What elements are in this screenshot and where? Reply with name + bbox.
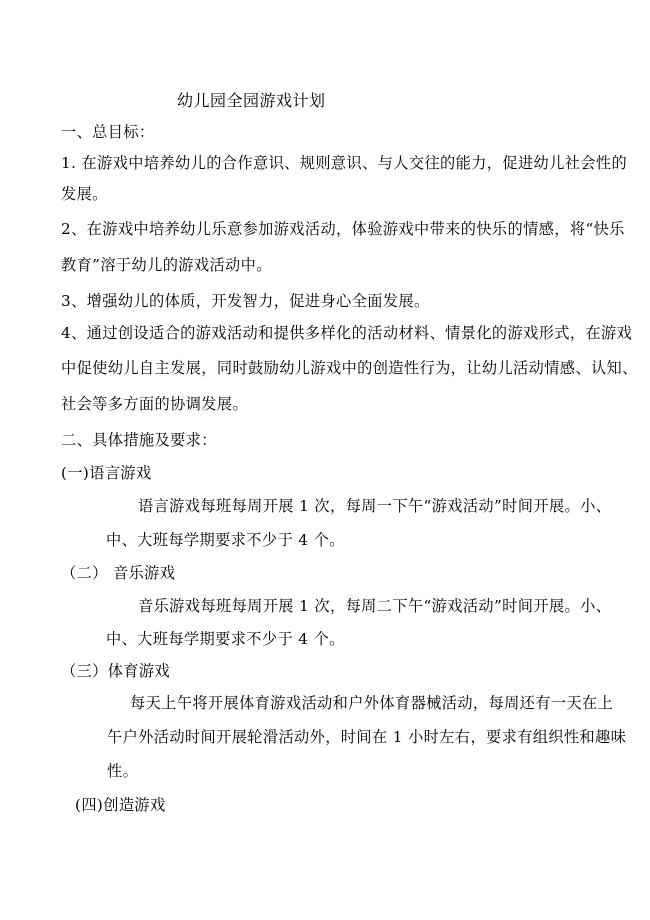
paragraph-line: 午户外活动时间开展轮滑活动外，时间在 1 小时左右，要求有组织性和趣味 (107, 728, 627, 746)
section-heading: 二、具体措施及要求： (61, 431, 217, 449)
paragraph-line: 社会等多方面的协调发展。 (61, 395, 249, 413)
paragraph-line: 2、在游戏中培养幼儿乐意参加游戏活动，体验游戏中带来的快乐的情感，将“快乐 (61, 220, 625, 238)
subsection-heading: （三）体育游戏 (61, 662, 171, 680)
paragraph-line: 语言游戏每班每周开展 1 次，每周一下午“游戏活动”时间开展。小、 (138, 497, 612, 515)
document-title: 幼儿园全园游戏计划 (177, 91, 326, 110)
paragraph-line: 音乐游戏每班每周开展 1 次，每周二下午“游戏活动”时间开展。小、 (138, 597, 612, 615)
paragraph-line: 教育”溶于幼儿的游戏活动中。 (61, 256, 272, 274)
paragraph-line: 1. 在游戏中培养幼儿的合作意识、规则意识、与人交往的能力，促进幼儿社会性的 (61, 154, 628, 172)
paragraph-line: 中、大班每学期要求不少于 4 个。 (106, 630, 345, 648)
paragraph-line: 性。 (107, 762, 139, 780)
paragraph-line: 3、增强幼儿的体质，开发智力，促进身心全面发展。 (61, 292, 430, 310)
section-heading: 一、总目标： (61, 123, 155, 141)
paragraph-line: 中促使幼儿自主发展，同时鼓励幼儿游戏中的创造性行为，让幼儿活动情感、认知、 (61, 359, 638, 377)
subsection-heading: (一)语言游戏 (61, 464, 152, 482)
subsection-heading: (四)创造游戏 (75, 796, 166, 814)
paragraph-line: 4、通过创设适合的游戏活动和提供多样化的活动材料、情景化的游戏形式，在游戏 (61, 324, 633, 342)
paragraph-line: 中、大班每学期要求不少于 4 个。 (106, 531, 345, 549)
paragraph-line: 每天上午将开展体育游戏活动和户外体育器械活动，每周还有一天在上 (130, 694, 614, 712)
subsection-heading: （二） 音乐游戏 (61, 564, 176, 582)
paragraph-line: 发展。 (61, 185, 108, 203)
